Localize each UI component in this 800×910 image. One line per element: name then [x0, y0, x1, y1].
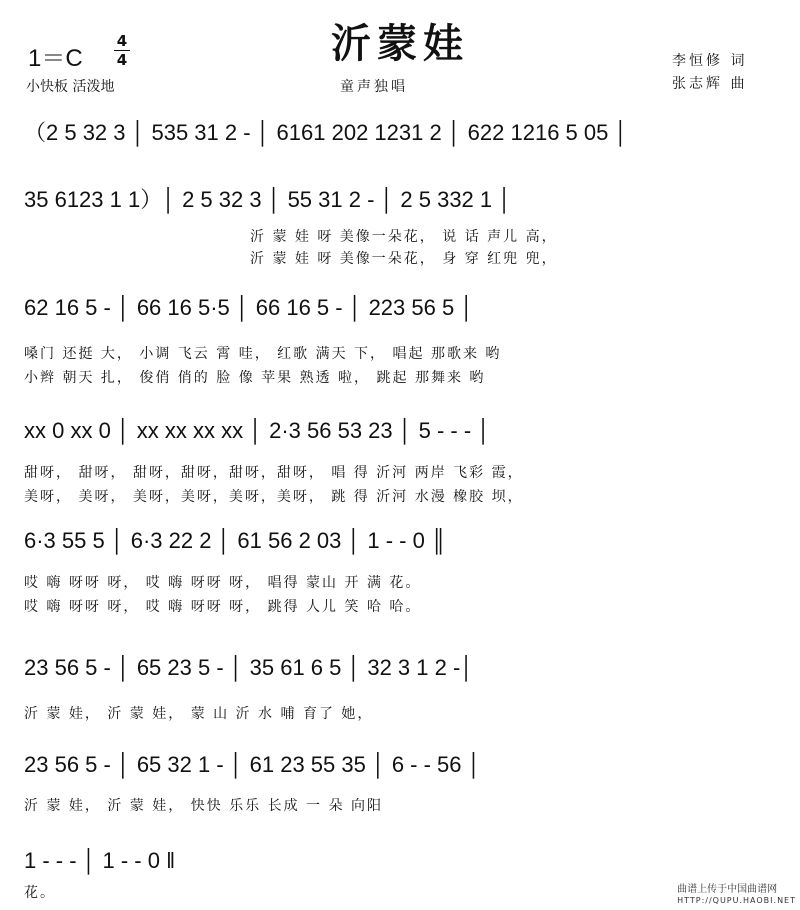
notation-line: 23 56 5 - │ 65 32 1 - │ 61 23 55 35 │ 6 - - 56 │	[24, 752, 482, 777]
lyric-line: 哎 嗨 呀呀 呀， 哎 嗨 呀呀 呀， 跳得 人儿 笑 哈 哈。	[24, 599, 422, 615]
performance-type: 童声独唱	[340, 79, 408, 95]
tempo-marking: 小快板 活泼地	[26, 79, 115, 95]
lyric-line: 小辫 朝天 扎， 俊俏 俏的 脸 像 苹果 熟透 啦， 跳起 那舞来 哟	[24, 370, 486, 386]
notation-line: 1 - - - │ 1 - - 0 ‖	[24, 848, 176, 873]
watermark-footer	[677, 880, 796, 906]
lyric-line: 沂 蒙 娃， 沂 蒙 娃， 快快 乐乐 长成 一 朵 向阳	[24, 798, 383, 814]
lyric-line: 沂 蒙 娃 呀 美像一朵花， 说 话 声儿 高，	[250, 229, 558, 245]
meter-bottom: 4	[116, 51, 128, 69]
lyric-line: 美呀， 美呀， 美呀，美呀，美呀，美呀， 跳 得 沂河 水漫 橡胶 坝，	[24, 489, 524, 505]
notation-line: 35 6123 1 1）│ 2 5 32 3 │ 55 31 2 - │ 2 5 332 1 │	[24, 187, 512, 212]
key-signature: 1＝C	[28, 45, 83, 72]
lyric-line: 沂 蒙 娃 呀 美像一朵花， 身 穿 红兜 兜，	[250, 251, 558, 267]
lyric-line: 哎 嗨 呀呀 呀， 哎 嗨 呀呀 呀， 唱得 蒙山 开 满 花。	[24, 575, 422, 591]
song-title: 沂蒙娃	[331, 21, 469, 67]
watermark-site: 曲谱上传于中国曲谱网	[677, 884, 778, 895]
lyric-line: 嗓门 还挺 大， 小调 飞云 霄 哇， 红歌 满天 下， 唱起 那歌来 哟	[24, 346, 502, 362]
notation-line: xx 0 xx 0 │ xx xx xx xx │ 2·3 56 53 23 │ 5 - - - │	[24, 418, 492, 443]
notation-line: （2 5 32 3 │ 535 31 2 - │ 6161 202 1231 2 │ 622 1216 5 05 │	[24, 120, 629, 145]
composer-credit: 张志辉 曲	[672, 76, 748, 92]
lyric-line: 沂 蒙 娃， 沂 蒙 娃， 蒙 山 沂 水 哺 育了 她，	[24, 706, 374, 722]
notation-line: 23 56 5 - │ 65 23 5 - │ 35 61 6 5 │ 32 3 1 2 -│	[24, 655, 475, 680]
watermark-url: HTTP://QUPU.HAOBI.NET	[677, 896, 796, 905]
lyric-line: 花。	[24, 885, 56, 901]
meter-top: 4	[116, 32, 128, 50]
notation-line: 62 16 5 - │ 66 16 5·5 │ 66 16 5 - │ 223 56 5 │	[24, 295, 475, 320]
notation-line: 6·3 55 5 │ 6·3 22 2 │ 61 56 2 03 │ 1 - - 0 ║	[24, 528, 447, 553]
lyricist-credit: 李恒修 词	[672, 53, 748, 69]
lyric-line: 甜呀， 甜呀， 甜呀，甜呀，甜呀，甜呀， 唱 得 沂河 两岸 飞彩 霞，	[24, 465, 524, 481]
